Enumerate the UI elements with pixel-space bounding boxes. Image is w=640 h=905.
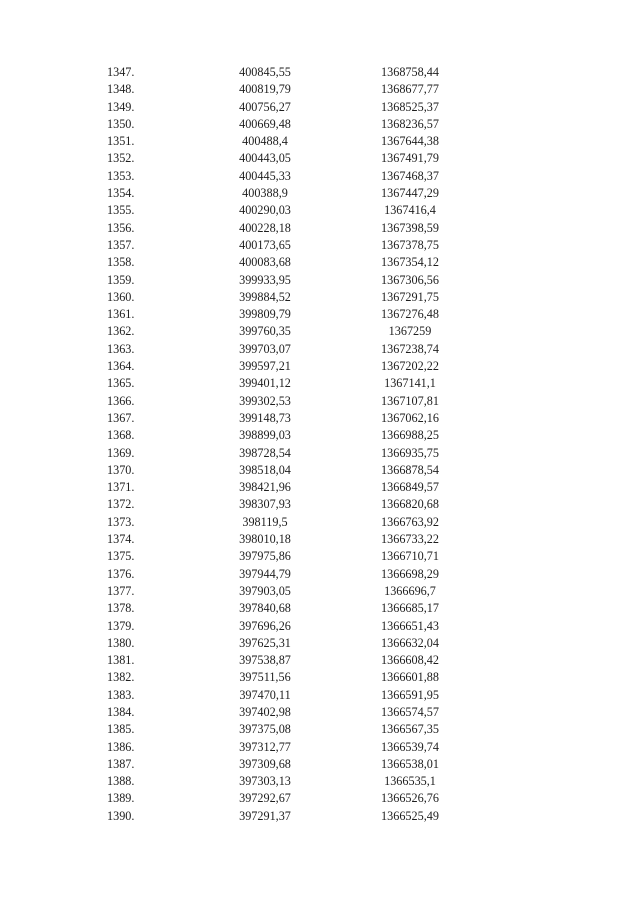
y-coordinate: 1366763,92 [381,514,439,529]
point-number: 1366. [107,393,135,408]
table-row [0,635,640,652]
table-row [0,479,640,496]
table-row [0,393,640,410]
y-coordinate: 1367491,79 [381,151,439,166]
y-coordinate: 1368525,37 [381,99,439,114]
x-coordinate: 399809,79 [239,307,291,322]
y-coordinate: 1366526,76 [381,791,439,806]
x-coordinate: 400173,65 [239,237,291,252]
x-coordinate: 397975,86 [239,549,291,564]
point-number: 1374. [107,532,135,547]
x-coordinate: 400083,68 [239,255,291,270]
point-number: 1354. [107,186,135,201]
y-coordinate: 1367141,1 [384,376,436,391]
x-coordinate: 397291,37 [239,808,291,823]
y-coordinate: 1366538,01 [381,756,439,771]
y-coordinate: 1367398,59 [381,220,439,235]
y-coordinate: 1367291,75 [381,289,439,304]
table-row [0,116,640,133]
x-coordinate: 397944,79 [239,566,291,581]
point-number: 1375. [107,549,135,564]
table-row [0,808,640,825]
table-row [0,566,640,583]
x-coordinate: 398518,04 [239,462,291,477]
point-number: 1377. [107,583,135,598]
y-coordinate: 1366685,17 [381,601,439,616]
x-coordinate: 397470,11 [239,687,291,702]
y-coordinate: 1367416,4 [384,203,436,218]
table-row [0,289,640,306]
table-row [0,375,640,392]
table-row [0,652,640,669]
point-number: 1367. [107,410,135,425]
x-coordinate: 397840,68 [239,601,291,616]
table-row [0,237,640,254]
point-number: 1381. [107,653,135,668]
table-row [0,202,640,219]
table-row [0,185,640,202]
point-number: 1379. [107,618,135,633]
y-coordinate: 1367238,74 [381,341,439,356]
table-row [0,790,640,807]
x-coordinate: 398010,18 [239,532,291,547]
y-coordinate: 1366698,29 [381,566,439,581]
x-coordinate: 400228,18 [239,220,291,235]
point-number: 1349. [107,99,135,114]
y-coordinate: 1367468,37 [381,168,439,183]
table-row [0,687,640,704]
x-coordinate: 399760,35 [239,324,291,339]
table-row [0,341,640,358]
table-row [0,462,640,479]
point-number: 1356. [107,220,135,235]
point-number: 1370. [107,462,135,477]
point-number: 1351. [107,134,135,149]
y-coordinate: 1367202,22 [381,359,439,374]
point-number: 1363. [107,341,135,356]
table-row [0,773,640,790]
point-number: 1362. [107,324,135,339]
y-coordinate: 1366525,49 [381,808,439,823]
point-number: 1353. [107,168,135,183]
x-coordinate: 397696,26 [239,618,291,633]
point-number: 1386. [107,739,135,754]
point-number: 1387. [107,756,135,771]
table-row [0,133,640,150]
x-coordinate: 399703,07 [239,341,291,356]
x-coordinate: 399884,52 [239,289,291,304]
y-coordinate: 1366651,43 [381,618,439,633]
y-coordinate: 1367447,29 [381,186,439,201]
x-coordinate: 400488,4 [242,134,288,149]
x-coordinate: 397402,98 [239,704,291,719]
y-coordinate: 1366733,22 [381,532,439,547]
point-number: 1383. [107,687,135,702]
x-coordinate: 399933,95 [239,272,291,287]
point-number: 1359. [107,272,135,287]
x-coordinate: 400819,79 [239,82,291,97]
table-row [0,600,640,617]
y-coordinate: 1366601,88 [381,670,439,685]
table-row [0,514,640,531]
point-number: 1390. [107,808,135,823]
point-number: 1348. [107,82,135,97]
y-coordinate: 1367107,81 [381,393,439,408]
y-coordinate: 1366710,71 [381,549,439,564]
point-number: 1389. [107,791,135,806]
point-number: 1355. [107,203,135,218]
table-row [0,254,640,271]
x-coordinate: 398728,54 [239,445,291,460]
x-coordinate: 398899,03 [239,428,291,443]
point-number: 1378. [107,601,135,616]
point-number: 1364. [107,359,135,374]
y-coordinate: 1366696,7 [384,583,436,598]
point-number: 1372. [107,497,135,512]
x-coordinate: 397309,68 [239,756,291,771]
table-row [0,427,640,444]
table-row [0,150,640,167]
point-number: 1352. [107,151,135,166]
point-number: 1369. [107,445,135,460]
y-coordinate: 1366608,42 [381,653,439,668]
table-row [0,358,640,375]
y-coordinate: 1368758,44 [381,65,439,79]
y-coordinate: 1366567,35 [381,722,439,737]
x-coordinate: 400388,9 [242,186,288,201]
y-coordinate: 1366849,57 [381,480,439,495]
x-coordinate: 399302,53 [239,393,291,408]
table-row [0,618,640,635]
y-coordinate: 1367306,56 [381,272,439,287]
table-row [0,583,640,600]
table-row [0,445,640,462]
x-coordinate: 400756,27 [239,99,291,114]
y-coordinate: 1366539,74 [381,739,439,754]
x-coordinate: 400445,33 [239,168,291,183]
table-row [0,323,640,340]
x-coordinate: 400845,55 [239,65,291,79]
x-coordinate: 397538,87 [239,653,291,668]
table-row [0,99,640,116]
table-row [0,496,640,513]
table-row [0,168,640,185]
table-row [0,81,640,98]
table-row [0,220,640,237]
y-coordinate: 1367378,75 [381,237,439,252]
table-row [0,64,640,81]
y-coordinate: 1368236,57 [381,116,439,131]
point-number: 1365. [107,376,135,391]
x-coordinate: 398421,96 [239,480,291,495]
point-number: 1360. [107,289,135,304]
y-coordinate: 1367644,38 [381,134,439,149]
x-coordinate: 400443,05 [239,151,291,166]
y-coordinate: 1366935,75 [381,445,439,460]
table-row [0,756,640,773]
x-coordinate: 399148,73 [239,410,291,425]
x-coordinate: 397303,13 [239,774,291,789]
table-row [0,739,640,756]
point-number: 1388. [107,774,135,789]
y-coordinate: 1366632,04 [381,635,439,650]
x-coordinate: 400669,48 [239,116,291,131]
x-coordinate: 399401,12 [239,376,291,391]
table-row [0,721,640,738]
y-coordinate: 1368677,77 [381,82,439,97]
y-coordinate: 1366878,54 [381,462,439,477]
point-number: 1380. [107,635,135,650]
x-coordinate: 398307,93 [239,497,291,512]
table-row [0,306,640,323]
y-coordinate: 1367354,12 [381,255,439,270]
table-row [0,704,640,721]
point-number: 1358. [107,255,135,270]
point-number: 1371. [107,480,135,495]
x-coordinate: 400290,03 [239,203,291,218]
y-coordinate: 1367062,16 [381,410,439,425]
y-coordinate: 1366574,57 [381,704,439,719]
point-number: 1350. [107,116,135,131]
point-number: 1368. [107,428,135,443]
y-coordinate: 1366535,1 [384,774,436,789]
point-number: 1385. [107,722,135,737]
point-number: 1373. [107,514,135,529]
point-number: 1384. [107,704,135,719]
y-coordinate: 1366591,95 [381,687,439,702]
x-coordinate: 397903,05 [239,583,291,598]
x-coordinate: 398119,5 [242,514,288,529]
table-row [0,548,640,565]
x-coordinate: 399597,21 [239,359,291,374]
x-coordinate: 397375,08 [239,722,291,737]
table-row [0,531,640,548]
x-coordinate: 397625,31 [239,635,291,650]
point-number: 1382. [107,670,135,685]
coordinate-table [0,64,640,825]
table-row [0,669,640,686]
y-coordinate: 1367276,48 [381,307,439,322]
point-number: 1357. [107,237,135,252]
y-coordinate: 1367259 [388,324,432,339]
y-coordinate: 1366988,25 [381,428,439,443]
point-number: 1361. [107,307,135,322]
table-row [0,272,640,289]
x-coordinate: 397511,56 [239,670,291,685]
x-coordinate: 397292,67 [239,791,291,806]
y-coordinate: 1366820,68 [381,497,439,512]
point-number: 1347. [107,65,135,79]
table-row [0,410,640,427]
point-number: 1376. [107,566,135,581]
x-coordinate: 397312,77 [239,739,291,754]
